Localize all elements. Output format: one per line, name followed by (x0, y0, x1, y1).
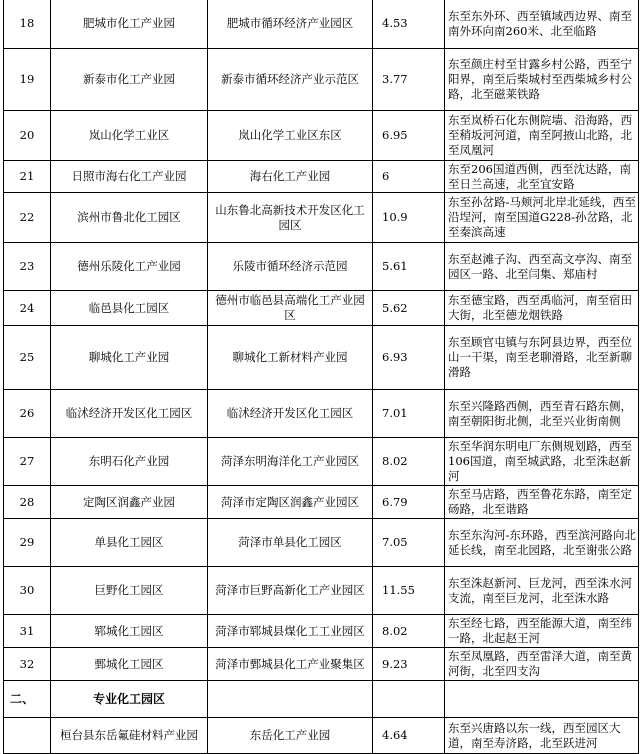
belonging-zone: 菏泽市定陶区润鑫产业园区 (208, 486, 373, 519)
area-value: 6.79 (373, 486, 445, 519)
table-row (4, 718, 639, 754)
park-name: 东明石化产业园 (51, 438, 208, 486)
row-number: 24 (4, 291, 51, 326)
belonging-zone: 菏泽东明海洋化工产业园区 (208, 438, 373, 486)
park-name: 郓城化工园区 (51, 615, 208, 648)
empty-cell (445, 681, 639, 718)
boundary-scope: 东至孙岔路-马颊河北岸北延线，西至沿埕河，南至国道G228-孙岔路，北至秦滨高速 (445, 193, 639, 243)
table-row (4, 326, 639, 390)
table-row (4, 111, 639, 161)
area-value: 5.62 (373, 291, 445, 326)
table-row (4, 49, 639, 111)
row-number: 32 (4, 648, 51, 681)
row-number: 20 (4, 111, 51, 161)
park-name: 德州乐陵化工产业园 (51, 243, 208, 291)
belonging-zone: 肥城市循环经济产业园区 (208, 0, 373, 49)
row-number (4, 718, 51, 754)
boundary-scope: 东至凤凰路，西至雷泽大道，南至黄河街，北至四支沟 (445, 648, 639, 681)
table-row (4, 161, 639, 193)
table-row (4, 291, 639, 326)
row-number: 26 (4, 390, 51, 438)
boundary-scope: 东至经七路，西至能源大道，南至纬一路，北起赵王河 (445, 615, 639, 648)
row-number: 23 (4, 243, 51, 291)
table-row (4, 486, 639, 519)
empty-cell (208, 681, 373, 718)
table-row (4, 615, 639, 648)
section-header-row (4, 681, 639, 718)
row-number: 27 (4, 438, 51, 486)
belonging-zone: 海右化工产业园 (208, 161, 373, 193)
area-value: 8.02 (373, 438, 445, 486)
table-row (4, 438, 639, 486)
belonging-zone: 聊城化工新材料产业园 (208, 326, 373, 390)
row-number: 31 (4, 615, 51, 648)
belonging-zone: 菏泽市单县化工园区 (208, 519, 373, 567)
empty-cell (373, 681, 445, 718)
boundary-scope: 东至马店路，西至鲁花东路，南至定砀路，北至谐路 (445, 486, 639, 519)
boundary-scope: 东至洙赵新河、巨龙河，西至洙水河支流，南至巨龙河，北至洙水路 (445, 567, 639, 615)
boundary-scope: 东至兴隆路西侧，西至青石路东侧，南至朝阳街北侧，北至兴业街南侧 (445, 390, 639, 438)
boundary-scope: 东至兴唐路以东一线，西至园区大道，南至寿济路，北至跃进河 (445, 718, 639, 754)
boundary-scope: 东至东沟河-东环路，西至滨河路向北延长线，南至北园路，北至谢张公路 (445, 519, 639, 567)
area-value: 7.05 (373, 519, 445, 567)
park-name: 肥城市化工产业园 (51, 0, 208, 49)
row-number: 18 (4, 0, 51, 49)
park-name: 聊城化工产业园 (51, 326, 208, 390)
park-name: 滨州市鲁北化工园区 (51, 193, 208, 243)
table-row (4, 519, 639, 567)
park-name: 单县化工园区 (51, 519, 208, 567)
park-name: 巨野化工园区 (51, 567, 208, 615)
boundary-scope: 东至顾官屯镇与东阿县边界，西至位山一干渠，南至老聊滑路，北至新聊滑路 (445, 326, 639, 390)
area-value: 10.9 (373, 193, 445, 243)
park-name: 临沭经济开发区化工园区 (51, 390, 208, 438)
chemical-park-table (3, 0, 639, 754)
park-name: 定陶区润鑫产业园 (51, 486, 208, 519)
belonging-zone: 菏泽市巨野高新化工产业园区 (208, 567, 373, 615)
boundary-scope: 东至赵滩子沟、西至高文亭沟、南至园区一路、北至闫集、郑庙村 (445, 243, 639, 291)
belonging-zone: 乐陵市循环经济示范园 (208, 243, 373, 291)
row-number: 30 (4, 567, 51, 615)
boundary-scope: 东至华润东明电厂东侧规划路，西至106国道，南至城武路，北至洙赵新河 (445, 438, 639, 486)
area-value: 6.93 (373, 326, 445, 390)
table-row (4, 193, 639, 243)
area-value: 6.95 (373, 111, 445, 161)
belonging-zone: 东岳化工产业园 (208, 718, 373, 754)
park-name: 鄄城化工园区 (51, 648, 208, 681)
belonging-zone: 菏泽市鄄城县化工产业聚集区 (208, 648, 373, 681)
belonging-zone: 德州市临邑县高端化工产业园区 (208, 291, 373, 326)
belonging-zone: 岚山化学工业区东区 (208, 111, 373, 161)
section-number: 二、 (4, 681, 51, 718)
table-row (4, 243, 639, 291)
row-number: 19 (4, 49, 51, 111)
park-name: 新泰市化工产业园 (51, 49, 208, 111)
boundary-scope: 东至颜庄村至甘露乡村公路，西至宁阳界，南至后柴城村至西柴城乡村公路，北至磁莱铁路 (445, 49, 639, 111)
area-value: 9.23 (373, 648, 445, 681)
area-value: 3.77 (373, 49, 445, 111)
belonging-zone: 临沭经济开发区化工园区 (208, 390, 373, 438)
table-row (4, 648, 639, 681)
row-number: 22 (4, 193, 51, 243)
area-value: 4.53 (373, 0, 445, 49)
table-row (4, 390, 639, 438)
belonging-zone: 山东鲁北高新技术开发区化工园区 (208, 193, 373, 243)
area-value: 7.01 (373, 390, 445, 438)
row-number: 28 (4, 486, 51, 519)
row-number: 25 (4, 326, 51, 390)
park-name: 岚山化学工业区 (51, 111, 208, 161)
boundary-scope: 东至岚桥石化东侧院墙、沿海路，西至稍坂河河道，南至阿掖山北路，北至凤凰河 (445, 111, 639, 161)
section-title: 专业化工园区 (51, 681, 208, 718)
area-value: 8.02 (373, 615, 445, 648)
table-row (4, 0, 639, 49)
belonging-zone: 菏泽市郓城县煤化工工业园区 (208, 615, 373, 648)
park-name: 桓台县东岳氟硅材料产业园 (51, 718, 208, 754)
table-row (4, 567, 639, 615)
row-number: 21 (4, 161, 51, 193)
area-value: 6 (373, 161, 445, 193)
belonging-zone: 新泰市循环经济产业示范区 (208, 49, 373, 111)
area-value: 5.61 (373, 243, 445, 291)
area-value: 11.55 (373, 567, 445, 615)
boundary-scope: 东至德宝路，西至禹临河，南至宿田大街，北至德龙烟铁路 (445, 291, 639, 326)
area-value: 4.64 (373, 718, 445, 754)
boundary-scope: 东至东外环、西至镇域西边界、南至南外环向南260米、北至临路 (445, 0, 639, 49)
park-name: 临邑县化工园区 (51, 291, 208, 326)
park-name: 日照市海右化工产业园 (51, 161, 208, 193)
boundary-scope: 东至206国道西侧，西至沈达路，南至日兰高速，北至宜安路 (445, 161, 639, 193)
row-number: 29 (4, 519, 51, 567)
